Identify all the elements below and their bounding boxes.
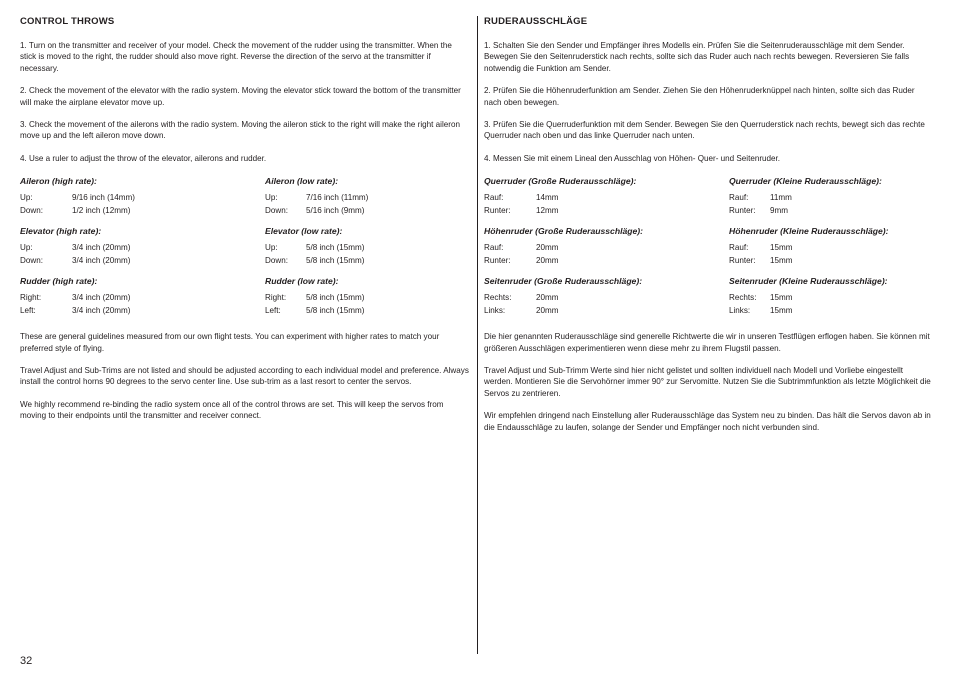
throw-value: 15mm: [770, 293, 793, 303]
throw-label: Left:: [265, 305, 281, 315]
throw-value: 20mm: [536, 255, 559, 265]
throw-label: Runter:: [484, 255, 511, 265]
throw-block: [265, 225, 470, 267]
throw-table: [484, 175, 934, 325]
throw-value: 3/4 inch (20mm): [72, 293, 131, 303]
throw-value: 3/4 inch (20mm): [72, 305, 131, 315]
throw-value: 5/16 inch (9mm): [306, 205, 365, 215]
throw-label: Down:: [20, 255, 43, 265]
throw-value: 14mm: [536, 193, 559, 203]
throw-value: 15mm: [770, 243, 793, 253]
throw-value: 20mm: [536, 305, 559, 315]
throw-block-title: Aileron (low rate):: [265, 176, 339, 187]
throw-block: [20, 175, 265, 217]
throw-label: Links:: [729, 305, 751, 315]
throw-block-title: Rudder (high rate):: [20, 276, 98, 287]
throw-row: [729, 242, 934, 255]
note-paragraph: Travel Adjust and Sub-Trims are not listed and should be adjusted according to each individual model and preference. Always install the control horns 90 degrees to the servo center line. Use sub-trim as a last resort to center the servos.: [20, 366, 469, 387]
throw-label: Up:: [265, 243, 278, 253]
column-divider: [477, 16, 478, 654]
throw-block-title: Seitenruder (Große Ruderausschläge):: [484, 276, 643, 287]
throw-row: [729, 205, 934, 218]
throw-label: Down:: [20, 205, 43, 215]
step-3: 3. Check the movement of the ailerons with the radio system. Moving the aileron stick to the right will make the right aileron move up and the left aileron move down.: [20, 120, 460, 141]
throw-block: [265, 175, 470, 217]
throw-row: [20, 305, 265, 318]
throw-label: Rauf:: [729, 193, 749, 203]
throw-block: [729, 225, 934, 267]
throw-label: Rechts:: [729, 293, 757, 303]
throw-label: Down:: [265, 255, 288, 265]
throw-block-title: Höhenruder (Große Ruderausschläge):: [484, 226, 644, 237]
step-2: 2. Check the movement of the elevator with the radio system. Moving the elevator stick toward the bottom of the transmitter will make the airplane elevator move up.: [20, 86, 461, 107]
throw-label: Runter:: [729, 205, 756, 215]
throw-value: 7/16 inch (11mm): [306, 193, 369, 203]
throw-block: [729, 275, 934, 317]
step-4: 4. Use a ruler to adjust the throw of the elevator, ailerons and rudder.: [20, 153, 267, 163]
throw-label: Rauf:: [484, 243, 504, 253]
note-paragraph: These are general guidelines measured from our own flight tests. You can experiment with higher rates to match your preferred style of flying.: [20, 332, 440, 353]
throw-label: Runter:: [729, 255, 756, 265]
throw-label: Links:: [484, 305, 506, 315]
throw-value: 20mm: [536, 293, 559, 303]
throw-value: 12mm: [536, 205, 559, 215]
throw-row: [265, 192, 470, 205]
throw-block: [20, 275, 265, 317]
throw-row: [265, 305, 470, 318]
throw-label: Rauf:: [729, 243, 749, 253]
throw-block: [484, 175, 729, 217]
note-paragraph: We highly recommend re-binding the radio system once all of the control throws are set. This will keep the servos from moving to their endpoints until the transmitter and receiver connect.: [20, 399, 444, 421]
throw-row: [20, 242, 265, 255]
section-heading: CONTROL THROWS: [20, 16, 115, 27]
note-paragraph: Die hier genannten Ruderausschläge sind generelle Richtwerte die wir in unseren Testflügen erflogen haben. Sie können mit größeren Ausschlägen experimentieren wenn diese mehr zu ihrem Flugstil passen.: [484, 332, 930, 353]
throw-value: 3/4 inch (20mm): [72, 243, 131, 253]
throw-label: Rechts:: [484, 293, 512, 303]
throw-row: [20, 255, 265, 268]
throw-row: [484, 292, 729, 305]
section-heading: RUDERAUSSCHLÄGE: [484, 16, 588, 27]
throw-block: [484, 275, 729, 317]
throw-label: Left:: [20, 305, 36, 315]
throw-value: 5/8 inch (15mm): [306, 243, 365, 253]
throw-row: [729, 255, 934, 268]
english-column: [20, 16, 470, 433]
throw-label: Up:: [20, 193, 33, 203]
throw-row: [20, 292, 265, 305]
throw-row: [484, 255, 729, 268]
throw-block-title: Querruder (Kleine Ruderausschläge):: [729, 176, 882, 187]
throw-value: 15mm: [770, 255, 793, 265]
throw-label: Up:: [265, 193, 278, 203]
notes: [20, 331, 470, 421]
throw-label: Right:: [20, 293, 42, 303]
throw-label: Up:: [20, 243, 33, 253]
throw-value: 5/8 inch (15mm): [306, 255, 365, 265]
throw-row: [265, 255, 470, 268]
throw-row: [265, 205, 470, 218]
throw-row: [20, 205, 265, 218]
throw-table: [20, 175, 470, 325]
step-1: 1. Schalten Sie den Sender und Empfänger ihres Modells ein. Prüfen Sie die Seitenruderausschläge mit dem Sender. Bewegen Sie den Seitenruderstick nach rechts, sollte sich das Ruder auch nach rechts bewegen. Reversieren Sie falls notwendig die Funktion am Sender.: [484, 41, 910, 73]
throw-label: Rauf:: [484, 193, 504, 203]
throw-row: [20, 192, 265, 205]
throw-row: [729, 192, 934, 205]
throw-block: [484, 225, 729, 267]
german-column: [484, 16, 934, 444]
step-3: 3. Prüfen Sie die Querruderfunktion mit dem Sender. Bewegen Sie den Querruderstick nach rechts, bewegt sich das rechte Querruder nach oben und das linke Querruder nach unten.: [484, 120, 925, 141]
throw-value: 1/2 inch (12mm): [72, 205, 131, 215]
notes: [484, 331, 934, 433]
throw-label: Runter:: [484, 205, 511, 215]
throw-row: [265, 242, 470, 255]
throw-value: 9mm: [770, 205, 788, 215]
throw-block: [729, 175, 934, 217]
throw-block: [265, 275, 470, 317]
throw-value: 15mm: [770, 305, 793, 315]
throw-value: 9/16 inch (14mm): [72, 193, 135, 203]
throw-value: 5/8 inch (15mm): [306, 293, 365, 303]
throw-row: [729, 305, 934, 318]
throw-row: [484, 242, 729, 255]
throw-block-title: Elevator (high rate):: [20, 226, 102, 237]
throw-value: 20mm: [536, 243, 559, 253]
throw-row: [484, 192, 729, 205]
throw-block-title: Aileron (high rate):: [20, 176, 97, 187]
throw-row: [484, 205, 729, 218]
throw-value: 11mm: [770, 193, 792, 203]
throw-label: Right:: [265, 293, 287, 303]
note-paragraph: Wir empfehlen dringend nach Einstellung aller Ruderausschläge das System neu zu binden. Das hält die Servos davon ab in die Endausschläge zu laufen, solange der Sender und Empfänger noch nicht verbunden sind.: [484, 411, 931, 432]
throw-row: [484, 305, 729, 318]
throw-value: 5/8 inch (15mm): [306, 305, 365, 315]
throw-block-title: Seitenruder (Kleine Ruderausschläge):: [729, 276, 888, 287]
throw-block-title: Querruder (Große Ruderausschläge):: [484, 176, 637, 187]
throw-block-title: Elevator (low rate):: [265, 226, 343, 237]
note-paragraph: Travel Adjust und Sub-Trimm Werte sind hier nicht gelistet und sollten individuell nach Modell und Vorliebe eingestellt werden. Montieren Sie die Servohörner immer 90° zur Servomitte. Nutzen Sie die Subtrimmfunktion als letzte Möglichkeit die Servos zu zentrieren.: [484, 366, 931, 398]
throw-block: [20, 225, 265, 267]
step-2: 2. Prüfen Sie die Höhenruderfunktion am Sender. Ziehen Sie den Höhenruderknüppel nach hinten, sollte sich das Ruder nach oben bewegen.: [484, 86, 915, 107]
throw-row: [265, 292, 470, 305]
step-1: 1. Turn on the transmitter and receiver of your model. Check the movement of the rudder using the transmitter. When the stick is moved to the right, the rudder should also move right. Reverse the direction of the servo at the transmitter if necessary.: [20, 41, 452, 73]
throw-block-title: Rudder (low rate):: [265, 276, 339, 287]
page-number: 32: [20, 655, 33, 667]
throw-value: 3/4 inch (20mm): [72, 255, 131, 265]
throw-label: Down:: [265, 205, 288, 215]
throw-block-title: Höhenruder (Kleine Ruderausschläge):: [729, 226, 889, 237]
throw-row: [729, 292, 934, 305]
step-4: 4. Messen Sie mit einem Lineal den Ausschlag von Höhen- Quer- und Seitenruder.: [484, 153, 781, 163]
